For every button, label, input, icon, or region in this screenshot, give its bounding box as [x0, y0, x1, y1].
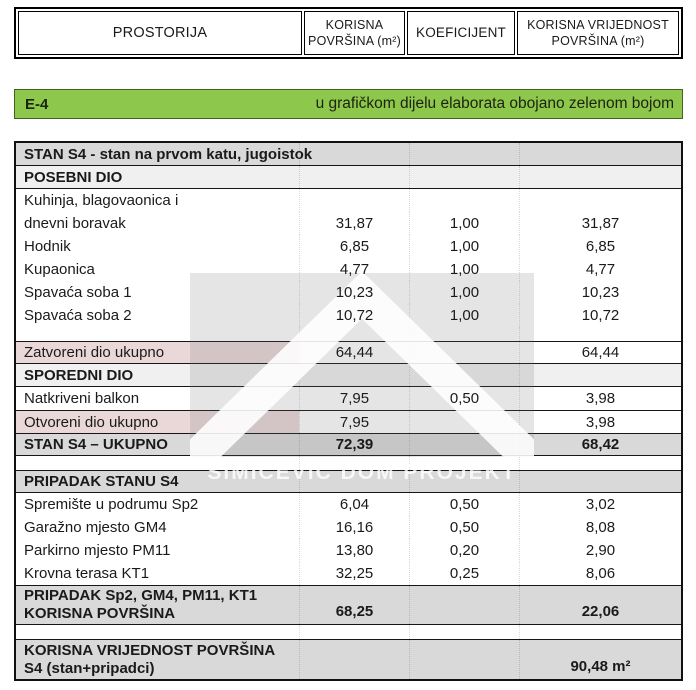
weighted-value: 3,02	[585, 496, 616, 513]
coefficient-value: 0,20	[449, 542, 480, 559]
area-value: 7,95	[339, 413, 370, 431]
coefficient-value: 1,00	[449, 238, 480, 255]
row-hodnik	[16, 235, 681, 258]
coefficient-value: 0,25	[449, 565, 480, 582]
row-spremiste-sp2	[16, 493, 681, 516]
subtotal-label: Otvoreni dio ukupno	[24, 413, 159, 431]
header-col-label-line2: POVRŠINA (m²)	[551, 34, 645, 48]
total-label-line2: KORISNA POVRŠINA	[24, 605, 176, 622]
row-stan-s4-ukupno	[16, 433, 681, 456]
area-value: 7,95	[339, 390, 370, 407]
weighted-value: 4,77	[585, 261, 616, 278]
row-stan-s4-header	[16, 143, 681, 166]
room-label: dnevni boravak	[24, 215, 126, 232]
weighted-value: 68,42	[581, 436, 620, 453]
header-col-prostorija	[18, 11, 302, 55]
subtotal-label: Zatvoreni dio ukupno	[24, 344, 165, 361]
room-label: Krovna terasa KT1	[24, 565, 150, 582]
coefficient-value: 1,00	[449, 284, 480, 301]
area-value: 16,16	[335, 519, 374, 536]
section-title: STAN S4 - stan na prvom katu, jugoistok	[24, 145, 313, 163]
header-col-label: PROSTORIJA	[112, 24, 208, 41]
area-value: 6,04	[339, 496, 370, 513]
coefficient-value: 0,50	[449, 519, 480, 536]
legend-bar	[14, 89, 683, 119]
area-value: 10,72	[335, 307, 374, 324]
area-value: 4,77	[339, 261, 370, 278]
legend-code: E-4	[25, 95, 49, 113]
header-col-korisna-vrijednost	[517, 11, 679, 55]
row-kupaonica	[16, 258, 681, 281]
grand-total-label-line1: KORISNA VRIJEDNOST POVRŠINA	[24, 641, 276, 659]
row-garazno-gm4	[16, 516, 681, 539]
weighted-value: 6,85	[585, 238, 616, 255]
weighted-value: 8,06	[585, 565, 616, 582]
total-label-line1: PRIPADAK Sp2, GM4, PM11, KT1	[24, 587, 258, 604]
room-label: Natkriveni balkon	[24, 390, 140, 407]
total-label: STAN S4 – UKUPNO	[24, 436, 168, 453]
area-value: 31,87	[335, 215, 374, 232]
apartment-table	[14, 141, 683, 681]
row-pripadak-korisna-povrsina	[16, 585, 681, 625]
room-label: Spremište u podrumu Sp2	[24, 496, 199, 513]
weighted-value: 8,08	[585, 519, 616, 536]
area-value: 72,39	[335, 436, 374, 453]
area-value: 10,23	[335, 284, 374, 301]
coefficient-value: 1,00	[449, 261, 480, 278]
row-zatvoreni-dio-ukupno	[16, 341, 681, 364]
coefficient-value: 1,00	[449, 215, 480, 232]
row-spavaca-soba-2	[16, 304, 681, 327]
spacer-row	[16, 625, 681, 639]
header-col-korisna-povrsina	[304, 11, 405, 55]
header-col-koeficijent	[407, 11, 515, 55]
header-col-label: KOEFICIJENT	[416, 25, 506, 41]
row-pripadak-stanu-s4	[16, 470, 681, 493]
row-parkirno-pm11	[16, 539, 681, 562]
row-kuhinja	[16, 189, 681, 212]
room-label: Parkirno mjesto PM11	[24, 542, 171, 559]
watermark-text: ŠIMIĆEVIĆ DOM PROJEKT	[207, 461, 517, 484]
row-spavaca-soba-1	[16, 281, 681, 304]
row-krovna-kt1	[16, 562, 681, 585]
area-value: 6,85	[339, 238, 370, 255]
row-sporedni-dio	[16, 364, 681, 387]
room-label: Kuhinja, blagovaonica i	[24, 192, 179, 209]
area-value: 64,44	[335, 344, 374, 361]
spacer-row	[16, 456, 681, 470]
area-value: 68,25	[335, 603, 374, 620]
room-label: Spavaća soba 2	[24, 307, 132, 324]
coefficient-value: 0,50	[449, 390, 480, 407]
coefficient-value: 1,00	[449, 307, 480, 324]
row-dnevni-boravak	[16, 212, 681, 235]
row-otvoreni-dio-ukupno	[16, 410, 681, 433]
weighted-value: 22,06	[581, 603, 620, 620]
subsection-title: POSEBNI DIO	[24, 168, 123, 186]
row-posebni-dio	[16, 166, 681, 189]
subsection-title: SPOREDNI DIO	[24, 366, 134, 384]
weighted-value: 2,90	[585, 542, 616, 559]
coefficient-value: 0,50	[449, 496, 480, 513]
weighted-value: 3,98	[585, 413, 616, 431]
header-table	[14, 7, 683, 59]
room-label: Garažno mjesto GM4	[24, 519, 167, 536]
room-label: Kupaonica	[24, 261, 95, 278]
grand-total-label-line2: S4 (stan+pripadci)	[24, 659, 155, 677]
area-value: 13,80	[335, 542, 374, 559]
row-natkriveni-balkon	[16, 387, 681, 410]
header-col-label-line1: KORISNA	[325, 17, 384, 32]
area-value: 32,25	[335, 565, 374, 582]
weighted-value: 3,98	[585, 390, 616, 407]
weighted-value: 31,87	[581, 215, 620, 232]
weighted-value: 64,44	[581, 344, 620, 361]
room-label: Spavaća soba 1	[24, 284, 132, 301]
weighted-value: 10,72	[581, 307, 620, 324]
header-col-label-line1: KORISNA VRIJEDNOST	[527, 17, 669, 32]
row-korisna-vrijednost-total	[16, 639, 681, 679]
legend-note: u grafičkom dijelu elaborata obojano zelenom bojom	[315, 95, 674, 112]
spacer-row	[16, 327, 681, 341]
grand-total-value: 90,48 m²	[570, 658, 631, 675]
weighted-value: 10,23	[581, 284, 620, 301]
section-title: PRIPADAK STANU S4	[24, 473, 179, 490]
header-col-label-line2: POVRŠINA (m²)	[308, 34, 401, 48]
room-label: Hodnik	[24, 238, 71, 255]
